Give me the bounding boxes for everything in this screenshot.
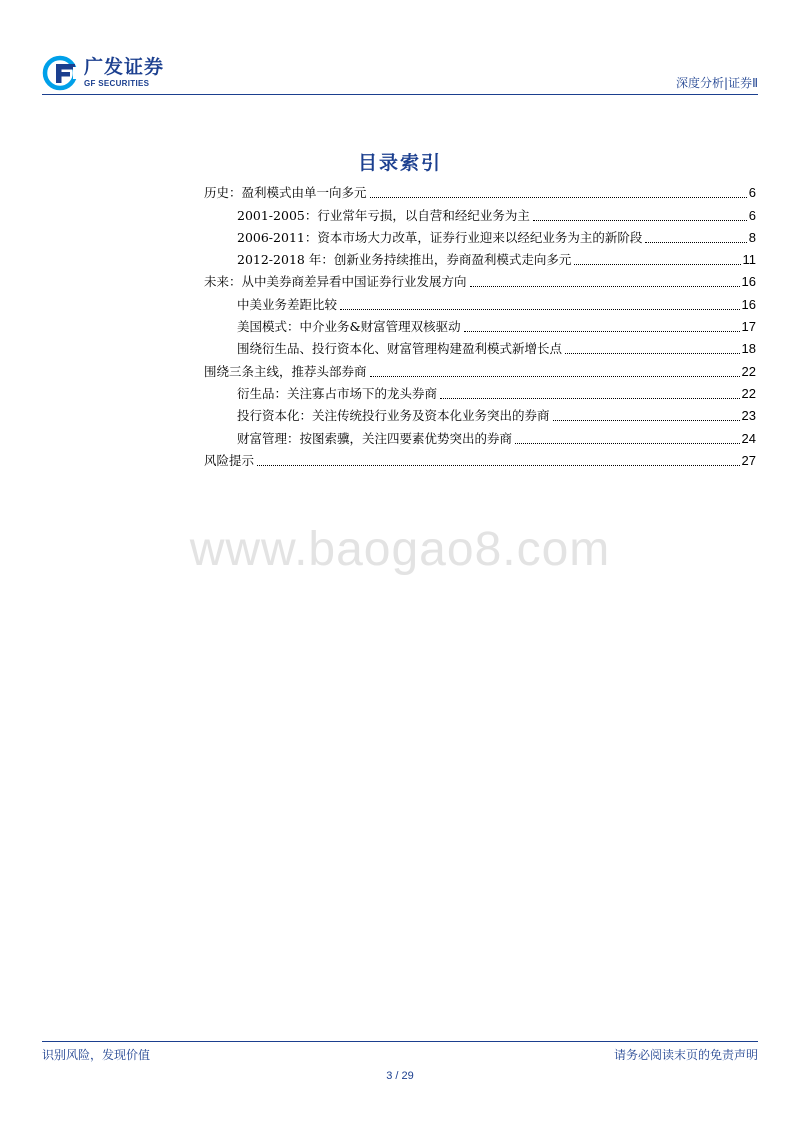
toc-entry[interactable] (204, 182, 756, 204)
toc-entry[interactable] (204, 360, 756, 382)
toc-dot-leader (370, 375, 740, 377)
toc-entry-label: 财富管理：按图索骥，关注四要素优势突出的券商 (237, 430, 513, 446)
toc-dot-leader (370, 196, 747, 198)
toc-entry[interactable] (204, 227, 756, 249)
toc-dot-leader (515, 442, 740, 444)
toc-entry-label: 美国模式：中介业务&财富管理双核驱动 (237, 319, 461, 335)
toc-entry[interactable] (204, 293, 756, 315)
table-of-contents (204, 182, 756, 472)
toc-entry[interactable] (204, 450, 756, 472)
toc-entry-label: 围绕三条主线，推荐头部券商 (204, 363, 367, 379)
toc-entry-page: 11 (742, 252, 756, 268)
toc-entry[interactable] (204, 316, 756, 338)
toc-dot-leader (553, 419, 740, 421)
toc-entry-page: 17 (741, 319, 756, 335)
toc-dot-leader (440, 397, 740, 399)
toc-entry-page: 23 (741, 408, 756, 424)
toc-dot-leader (574, 263, 740, 265)
logo-english-name: GF SECURITIES (84, 79, 150, 88)
footer-divider (42, 1041, 758, 1042)
footer-disclaimer-note: 请务必阅读末页的免责声明 (613, 1048, 758, 1062)
toc-entry-label: 衍生品：关注寡占市场下的龙头券商 (237, 385, 438, 401)
toc-entry-page: 16 (741, 274, 756, 290)
toc-dot-leader (257, 464, 740, 466)
toc-dot-leader (533, 219, 747, 221)
toc-entry-label: 2006-2011：资本市场大力改革，证券行业迎来以经纪业务为主的新阶段 (237, 229, 643, 245)
toc-entry[interactable] (204, 249, 756, 271)
toc-entry-label: 历史：盈利模式由单一向多元 (204, 185, 367, 201)
header-divider (42, 94, 758, 95)
toc-entry-label: 风险提示 (204, 452, 255, 468)
toc-entry-page: 24 (741, 430, 756, 446)
gf-logo-icon (42, 55, 78, 91)
toc-entry-page: 16 (741, 296, 756, 312)
toc-entry-label: 投行资本化：关注传统投行业务及资本化业务突出的券商 (237, 408, 550, 424)
toc-entry[interactable] (204, 383, 756, 405)
toc-entry-page: 8 (748, 229, 756, 245)
toc-entry-label: 2012-2018 年：创新业务持续推出，券商盈利模式走向多元 (237, 252, 572, 268)
page-title: 目录索引 (357, 152, 442, 174)
toc-entry[interactable] (204, 338, 756, 360)
toc-entry-page: 6 (748, 207, 756, 223)
toc-entry[interactable] (204, 427, 756, 449)
toc-entry-label: 围绕衍生品、投行资本化、财富管理构建盈利模式新增长点 (237, 341, 563, 357)
toc-entry[interactable] (204, 271, 756, 293)
toc-entry[interactable] (204, 204, 756, 226)
toc-entry-label: 未来：从中美券商差异看中国证券行业发展方向 (204, 274, 467, 290)
toc-dot-leader (340, 308, 740, 310)
toc-entry-page: 22 (741, 363, 756, 379)
report-type-label: 深度分析|证券Ⅱ (676, 76, 758, 90)
toc-entry[interactable] (204, 405, 756, 427)
toc-dot-leader (565, 352, 740, 354)
toc-entry-label: 2001-2005：行业常年亏损，以自营和经纪业务为主 (237, 207, 530, 223)
toc-entry-page: 27 (741, 452, 756, 468)
toc-entry-page: 6 (748, 185, 756, 201)
toc-entry-page: 22 (741, 385, 756, 401)
watermark: www.baogao8.com (189, 523, 611, 576)
logo-chinese-name: 广发证券 (84, 56, 165, 78)
toc-entry-label: 中美业务差距比较 (237, 296, 338, 312)
footer-slogan: 识别风险，发现价值 (42, 1048, 151, 1062)
toc-entry-page: 18 (741, 341, 756, 357)
toc-dot-leader (645, 241, 746, 243)
page-number: 3 / 29 (386, 1070, 414, 1082)
company-logo (42, 53, 164, 93)
toc-dot-leader (470, 285, 740, 287)
toc-dot-leader (464, 330, 740, 332)
